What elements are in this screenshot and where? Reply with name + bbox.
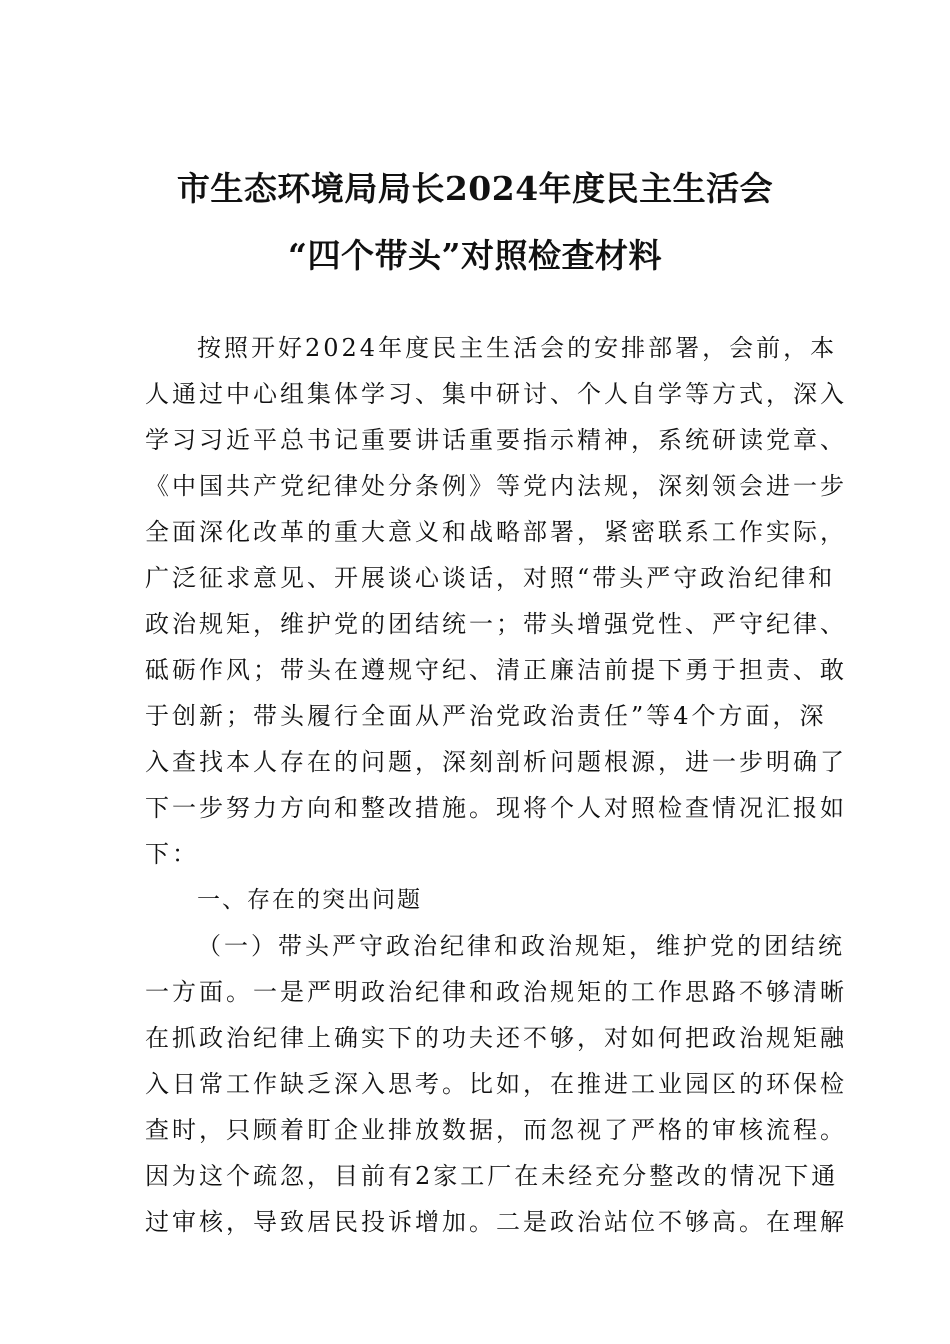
paragraph-line: 于创新；带头履行全面从严治党政治责任”等4个方面，深 (145, 702, 827, 730)
paragraph-line: 人通过中心组集体学习、集中研讨、个人自学等方式，深入 (145, 380, 847, 408)
paragraph-line: （一）带头严守政治纪律和政治规矩，维护党的团结统 (197, 932, 845, 960)
paragraph-line: 砥砺作风；带头在遵规守纪、清正廉洁前提下勇于担责、敢 (145, 656, 847, 684)
paragraph-line: 《中国共产党纪律处分条例》等党内法规，深刻领会进一步 (145, 472, 847, 500)
paragraph-line: 广泛征求意见、开展谈心谈话，对照“带头严守政治纪律和 (145, 564, 836, 592)
document-title-line-1: 市生态环境局局长2024年度民主生活会 (176, 169, 774, 208)
paragraph-line: 在抓政治纪律上确实下的功夫还不够，对如何把政治规矩融 (145, 1024, 847, 1052)
paragraph-line: 因为这个疏忽，目前有2家工厂在未经充分整改的情况下通 (145, 1162, 839, 1190)
paragraph-line: 一方面。一是严明政治纪律和政治规矩的工作思路不够清晰 (145, 978, 847, 1006)
paragraph-line: 按照开好2024年度民主生活会的安排部署，会前，本 (197, 334, 838, 362)
paragraph-line: 下： (145, 840, 199, 868)
section-heading: 一、存在的突出问题 (197, 887, 422, 913)
paragraph-line: 入日常工作缺乏深入思考。比如，在推进工业园区的环保检 (145, 1070, 847, 1098)
paragraph-line: 过审核，导致居民投诉增加。二是政治站位不够高。在理解 (145, 1208, 847, 1236)
paragraph-line: 入查找本人存在的问题，深刻剖析问题根源，进一步明确了 (145, 748, 847, 776)
paragraph-line: 学习习近平总书记重要讲话重要指示精神，系统研读党章、 (145, 426, 847, 454)
document-title-line-2: “四个带头”对照检查材料 (288, 236, 662, 275)
paragraph-line: 查时，只顾着盯企业排放数据，而忽视了严格的审核流程。 (145, 1116, 847, 1144)
paragraph-line: 全面深化改革的重大意义和战略部署，紧密联系工作实际， (145, 518, 847, 546)
paragraph-line: 下一步努力方向和整改措施。现将个人对照检查情况汇报如 (145, 794, 847, 822)
paragraph-line: 政治规矩，维护党的团结统一；带头增强党性、严守纪律、 (145, 610, 847, 638)
